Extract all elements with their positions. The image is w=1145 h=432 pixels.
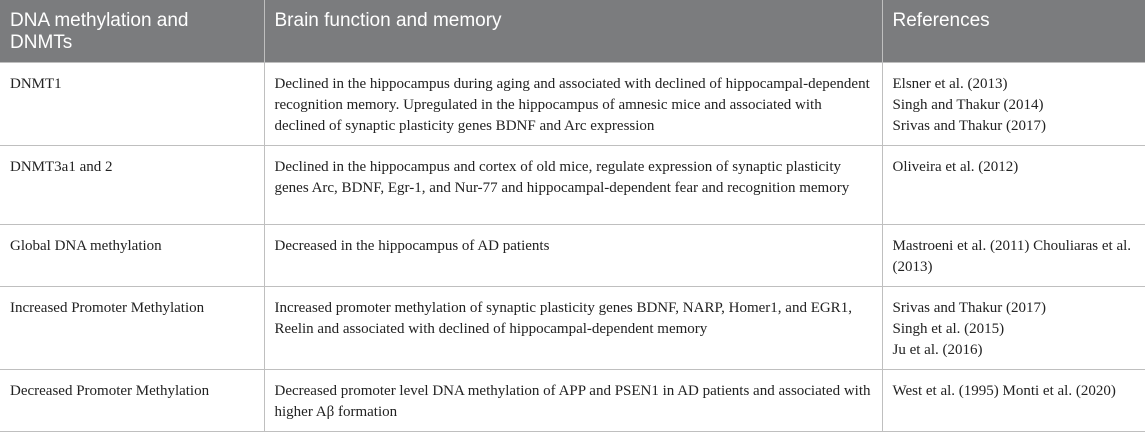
cell-dnmt: Global DNA methylation [0, 225, 264, 287]
table-row [0, 287, 1145, 370]
cell-function: Decreased promoter level DNA methylation of APP and PSEN1 in AD patients and associated with higher Aβ formation [264, 370, 882, 432]
table-row [0, 63, 1145, 146]
cell-dnmt: Decreased Promoter Methylation [0, 370, 264, 432]
cell-references [882, 63, 1145, 146]
reference-item: Srivas and Thakur (2017) [892, 118, 1046, 134]
header-brain-function: Brain function and memory [264, 0, 882, 63]
table-row [0, 146, 1145, 225]
cell-dnmt: Increased Promoter Methylation [0, 287, 264, 370]
cell-references [882, 146, 1145, 225]
reference-item: Ju et al. (2016) [892, 342, 983, 358]
table-row [0, 370, 1145, 432]
header-dnmt: DNA methylation and DNMTs [0, 0, 264, 63]
cell-function: Declined in the hippocampus during aging and associated with declined of hippocampal-dependent recognition memory. Upregulated in the hippocampus of amnesic mice and associated with declined of synaptic plasticity genes BDNF and Arc expression [264, 63, 882, 146]
cell-dnmt: DNMT1 [0, 63, 264, 146]
reference-item: Singh and Thakur (2014) [892, 97, 1044, 113]
header-references: References [882, 0, 1145, 63]
reference-item: Srivas and Thakur (2017) [892, 300, 1046, 316]
reference-item: Mastroeni et al. (2011) Chouliaras et al. (2013) [892, 238, 1132, 275]
reference-item: Singh et al. (2015) [892, 321, 1005, 337]
table-row [0, 225, 1145, 287]
cell-function: Increased promoter methylation of synaptic plasticity genes BDNF, NARP, Homer1, and EGR1, Reelin and associated with declined of hippocampal-dependent memory [264, 287, 882, 370]
header-row [0, 0, 1145, 63]
cell-function: Declined in the hippocampus and cortex of old mice, regulate expression of synaptic plasticity genes Arc, BDNF, Egr-1, and Nur-77 and hippocampal-dependent fear and recognition memory [264, 146, 882, 225]
cell-dnmt: DNMT3a1 and 2 [0, 146, 264, 225]
cell-references [882, 370, 1145, 432]
reference-item: Oliveira et al. (2012) [892, 159, 1019, 175]
cell-references [882, 287, 1145, 370]
cell-function: Decreased in the hippocampus of AD patients [264, 225, 882, 287]
cell-references [882, 225, 1145, 287]
reference-item: West et al. (1995) Monti et al. (2020) [892, 383, 1116, 399]
reference-item: Elsner et al. (2013) [892, 76, 1008, 92]
